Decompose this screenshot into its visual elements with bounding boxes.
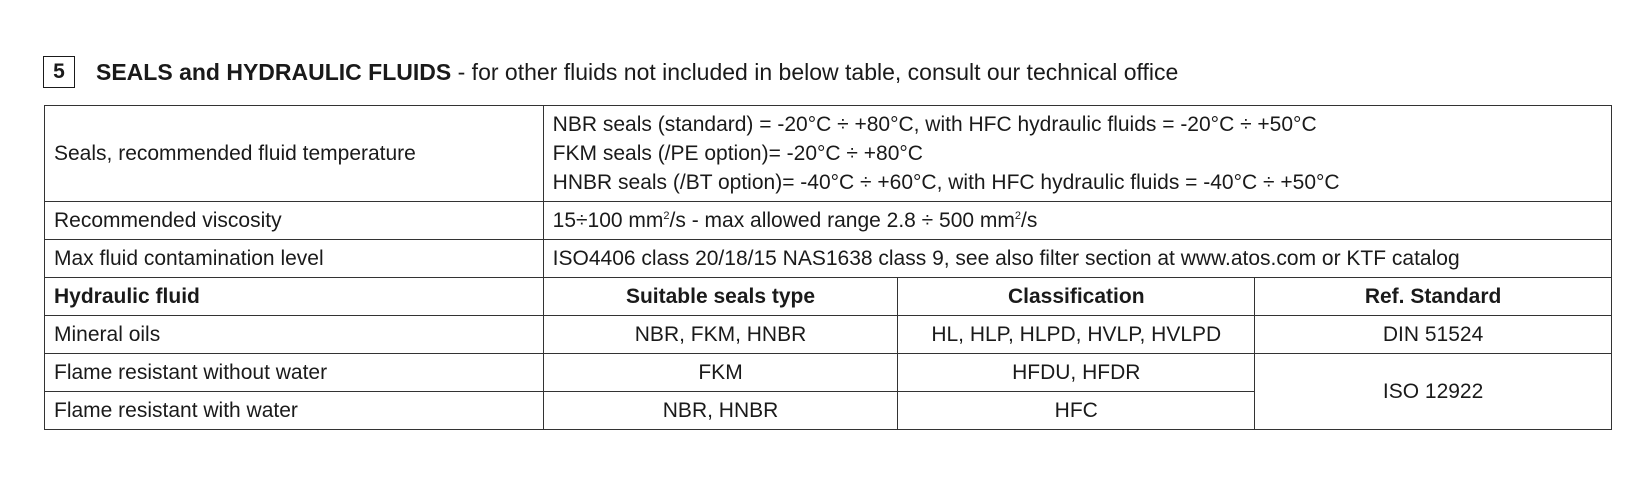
contamination-row <box>45 240 1612 278</box>
seals-cell: NBR, HNBR <box>543 392 898 430</box>
section-number: 5 <box>43 56 75 88</box>
header-seals-type: Suitable seals type <box>543 278 898 316</box>
contamination-value: ISO4406 class 20/18/15 NAS1638 class 9, see also filter section at www.atos.com or KTF catalog <box>543 240 1611 278</box>
viscosity-text-3: /s <box>1021 208 1038 232</box>
fluid-cell: Flame resistant without water <box>45 354 544 392</box>
section-title-rest: - for other fluids not included in below table, consult our technical office <box>451 58 1179 85</box>
standard-cell: DIN 51524 <box>1255 316 1612 354</box>
classification-cell: HL, HLP, HLPD, HVLP, HVLPD <box>898 316 1255 354</box>
table-row <box>45 354 1612 392</box>
viscosity-label: Recommended viscosity <box>45 202 544 240</box>
seals-cell: NBR, FKM, HNBR <box>543 316 898 354</box>
temperature-line-nbr: NBR seals (standard) = -20°C ÷ +80°C, with HFC hydraulic fluids = -20°C ÷ +50°C <box>552 113 1317 136</box>
classification-cell: HFDU, HFDR <box>898 354 1255 392</box>
header-ref-standard: Ref. Standard <box>1255 278 1612 316</box>
table-header-row <box>45 278 1612 316</box>
viscosity-text-2: /s - max allowed range 2.8 ÷ 500 mm <box>669 208 1015 232</box>
temperature-line-fkm: FKM seals (/PE option)= -20°C ÷ +80°C <box>552 142 923 165</box>
section-header <box>43 55 1178 89</box>
standard-cell: ISO 12922 <box>1255 354 1612 430</box>
header-classification: Classification <box>898 278 1255 316</box>
header-hydraulic-fluid: Hydraulic fluid <box>45 278 544 316</box>
classification-cell: HFC <box>898 392 1255 430</box>
temperature-label: Seals, recommended fluid temperature <box>45 106 544 202</box>
table-row <box>45 316 1612 354</box>
temperature-value <box>543 106 1611 202</box>
viscosity-value <box>543 202 1611 240</box>
fluid-cell: Mineral oils <box>45 316 544 354</box>
seals-cell: FKM <box>543 354 898 392</box>
section-title-bold: SEALS and HYDRAULIC FLUIDS <box>96 58 452 85</box>
contamination-label: Max fluid contamination level <box>45 240 544 278</box>
seals-fluids-table <box>44 105 1612 430</box>
temperature-row <box>45 106 1612 202</box>
section-title <box>96 59 1178 86</box>
temperature-line-hnbr: HNBR seals (/BT option)= -40°C ÷ +60°C, with HFC hydraulic fluids = -40°C ÷ +50°C <box>552 171 1340 194</box>
viscosity-sup-1: 2 <box>663 209 670 222</box>
viscosity-row <box>45 202 1612 240</box>
viscosity-text-1: 15÷100 mm <box>552 208 664 232</box>
viscosity-sup-2: 2 <box>1014 209 1022 222</box>
fluid-cell: Flame resistant with water <box>45 392 544 430</box>
